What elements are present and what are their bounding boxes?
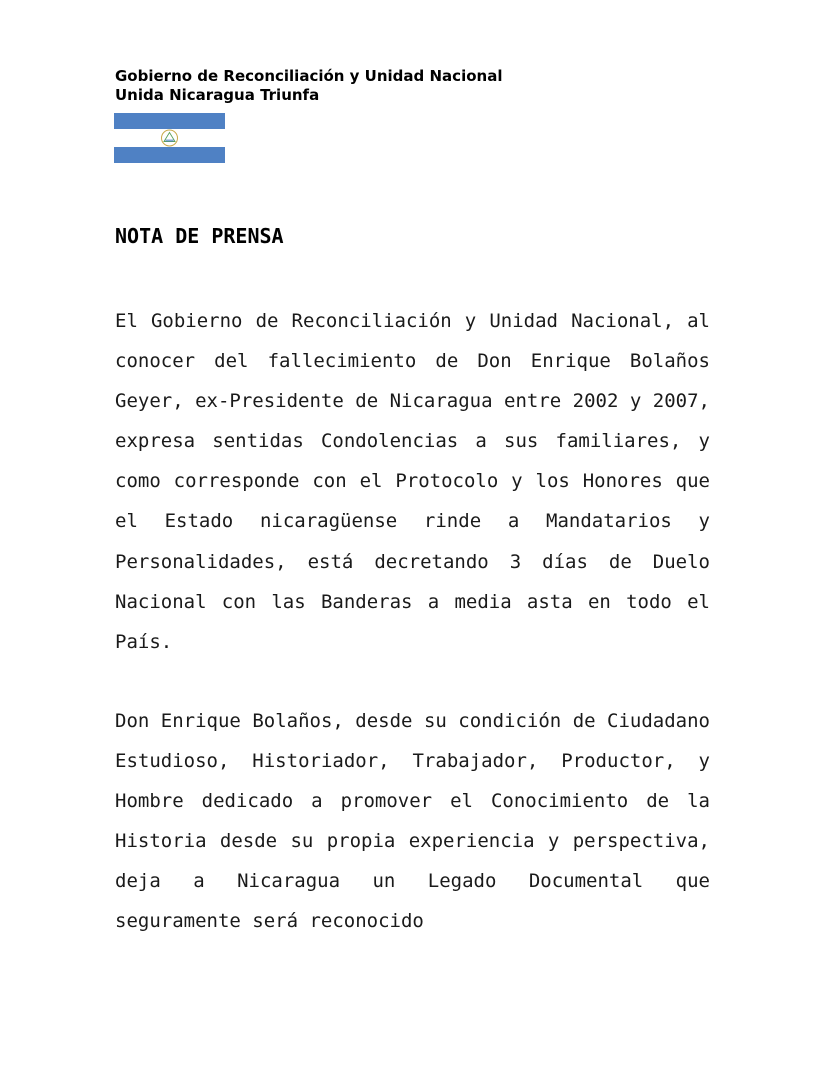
paragraph-condolences: El Gobierno de Reconciliación y Unidad Nacional, al conocer del fallecimiento de Don Enrique Bolaños Geyer, ex-Presidente de Nicaragua entre 2002 y 2007, expresa sentidas Condolencias a sus familiares, y como corresponde con el Protocolo y los Honores que el Estado nicaragüense rinde a Mandatarios y Personalidades, está decretando 3 días de Duelo Nacional con las Banderas a media asta en todo el País. [115, 310, 710, 653]
header-slogan: Unida Nicaragua Triunfa [115, 86, 320, 104]
document-title: NOTA DE PRENSA [115, 224, 284, 248]
paragraph-legacy: Don Enrique Bolaños, desde su condición de Ciudadano Estudioso, Historiador, Trabajador, Productor, y Hombre dedicado a promover el Conocimiento de la Historia desde su propia experiencia y perspectiva, deja a Nicaragua un Legado Documental que seguramente será reconocido [115, 710, 710, 933]
document-header [115, 67, 502, 105]
header-government-name: Gobierno de Reconciliación y Unidad Nacional [115, 67, 503, 85]
nicaragua-flag-icon [114, 113, 225, 163]
